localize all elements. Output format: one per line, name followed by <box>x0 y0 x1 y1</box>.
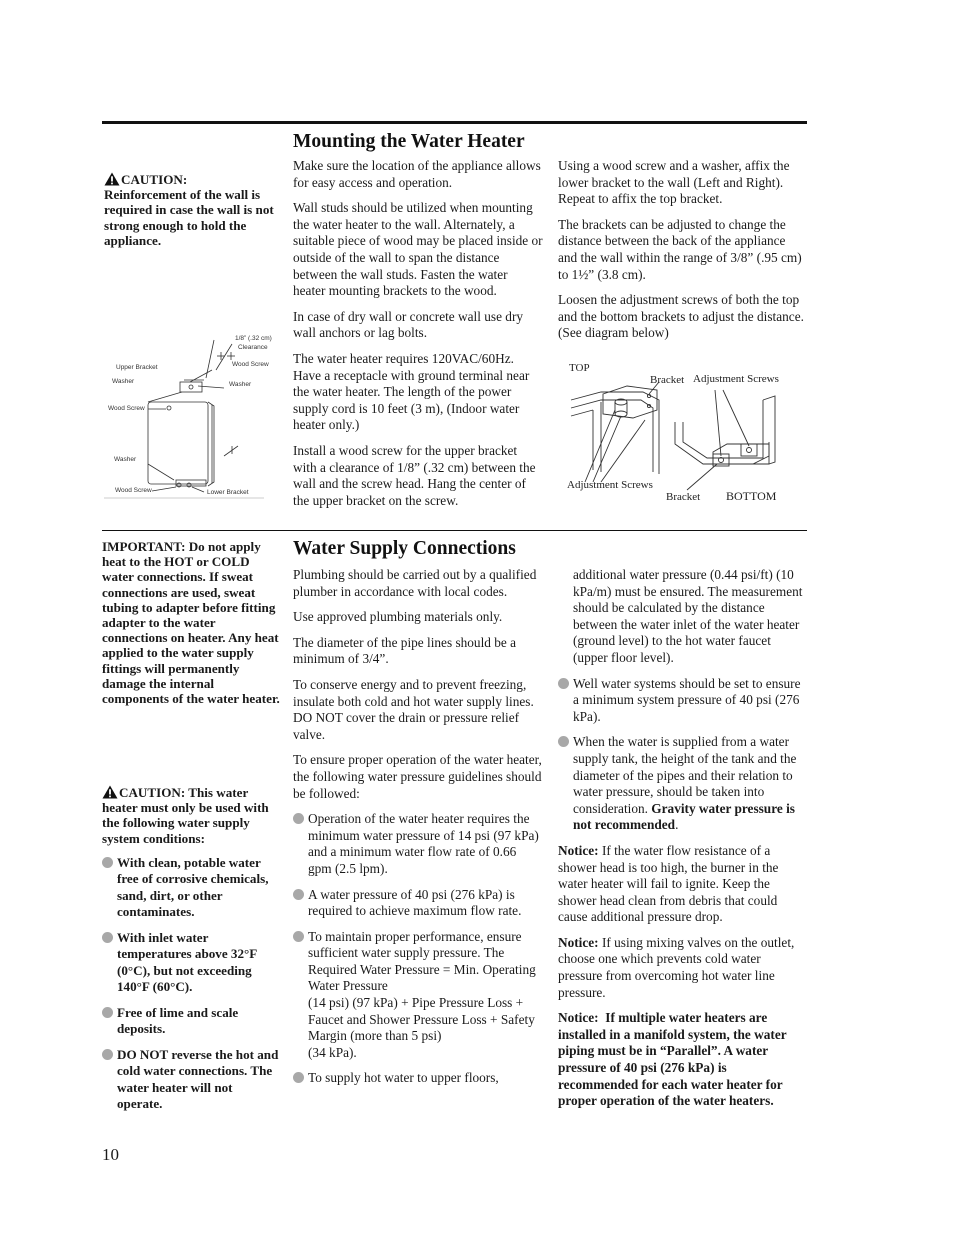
bullet-icon <box>558 736 569 747</box>
formula-text: (14 psi) (97 kPa) + Pipe Pressure Loss + Faucet and Shower Pressure Loss + Safety Margin (more than 5 psi) <box>308 995 535 1044</box>
list-item <box>293 929 543 1062</box>
bottom-label: BOTTOM <box>726 489 777 503</box>
paragraph: Loosen the adjustment screws of both the top and the bottom brackets to adjust the distance. (See diagram below) <box>558 292 804 341</box>
paragraph: additional water pressure (0.44 psi/ft) (10 kPa/m) must be ensured. The measurement should be calculated by the distance between the water inlet of the water heater (ground level) to the hot water faucet (upper floor level). <box>573 567 803 665</box>
bracket-diagram <box>563 360 803 506</box>
mounting-diagram <box>104 330 279 502</box>
bracket-label: Bracket <box>650 374 685 386</box>
caution-text: This water heater must only be used with the following water supply system conditions: <box>102 785 269 846</box>
bullet-icon <box>102 1049 113 1060</box>
list-item <box>293 887 543 920</box>
list-item-text: Free of lime and scale deposits. <box>117 1004 239 1037</box>
paragraph: To conserve energy and to prevent freezing, insulate both cold and hot water supply lines. DO NOT cover the drain or pressure relief valve. <box>293 676 534 742</box>
notice-label: Notice: <box>558 1010 599 1026</box>
notice-paragraph <box>558 1010 806 1110</box>
paragraph: Make sure the location of the appliance allows for easy access and operation. <box>293 158 541 190</box>
warning-icon <box>104 172 120 186</box>
list-item <box>293 811 543 877</box>
notice-label: Notice: <box>558 842 599 858</box>
washer-label: Washer <box>229 381 252 388</box>
mounting-title: Mounting the Water Heater <box>293 131 525 152</box>
list-item <box>102 930 280 996</box>
washer-label: Washer <box>112 378 135 385</box>
paragraph: Wall studs should be utilized when mounting the water heater to the wall. Alternately, a suitable piece of wood may be placed inside or outside of the wall to span the distance between the wall studs. Fasten the water heater mounting brackets to the wood. <box>293 200 543 299</box>
paragraph: The brackets can be adjusted to change the distance between the back of the appliance and the wall within the range of 3/8” (.95 cm) to 1½” (3.8 cm). <box>558 216 802 282</box>
bullet-icon <box>293 931 304 942</box>
bullet-icon <box>102 932 113 943</box>
list-item-text: To maintain proper performance, ensure sufficient water supply pressure. The Required Water Pressure = Min. Operating Water Pressure <box>308 928 536 994</box>
notice-paragraph <box>558 843 806 926</box>
list-item <box>102 855 280 921</box>
paragraph: The water heater requires 120VAC/60Hz. Have a receptacle with ground terminal near the water heater. The length of the power supply cord is 10 feet (3 m), (Indoor water heater only.) <box>293 350 530 433</box>
water-caution <box>102 785 280 1122</box>
paragraph: In case of dry wall or concrete wall use dry wall anchors or lag bolts. <box>293 308 524 341</box>
list-item-text: Well water systems should be set to ensure a minimum system pressure of 40 psi (276 kPa). <box>573 675 801 724</box>
list-item <box>102 1005 280 1038</box>
bullet-icon <box>293 889 304 900</box>
washer-label: Washer <box>114 456 137 463</box>
list-item-text: Operation of the water heater requires the minimum water pressure of 14 psi (97 kPa) and a minimum water flow rate of 0.66 gpm (2.5 lpm). <box>308 811 539 876</box>
formula-end: (34 kPa). <box>308 1044 357 1060</box>
paragraph: The diameter of the pipe lines should be a minimum of 3/4”. <box>293 634 517 667</box>
list-item-text: DO NOT reverse the hot and cold water connections. The water heater will not operate. <box>117 1046 279 1112</box>
adjustment-screws-label: Adjustment Screws <box>693 373 779 385</box>
bullet-icon <box>102 1007 113 1018</box>
wood-screw-label: Wood Screw <box>232 361 269 368</box>
bracket-label: Bracket <box>666 491 701 503</box>
mounting-column-2 <box>558 158 806 351</box>
list-item <box>558 676 806 726</box>
important-note <box>102 539 280 715</box>
list-item <box>293 1070 543 1087</box>
bullet-icon <box>293 1072 304 1083</box>
list-item: When the water is supplied from a water supply tank, the height of the tank and the diameter of the pipes and their relation to water pressure, should be taken into consideration. Gravity water pressure is not recommended. <box>558 734 806 834</box>
lower-bracket-label: Lower Bracket <box>207 489 249 496</box>
caution-paragraph <box>102 785 280 846</box>
wood-screw-label: Wood Screw <box>108 405 145 412</box>
list-item-text: When the water is supplied from a water supply tank, the height of the tank and the diameter of the pipes and their relation to water pressure, should be taken into consideration. <box>573 734 797 816</box>
wood-screw-label: Wood Screw <box>115 487 152 494</box>
list-item-text: A water pressure of 40 psi (276 kPa) is required to achieve maximum flow rate. <box>308 886 522 919</box>
bullet-icon <box>102 857 113 868</box>
list-item <box>102 1047 280 1113</box>
gravity-warning: Gravity water pressure is not recommended <box>573 800 795 833</box>
paragraph: To ensure proper operation of the water heater, the following water pressure guidelines should be followed: <box>293 752 542 801</box>
list-item-text: With inlet water temperatures above 32°F (0°C), but not exceeding 140°F (60°C). <box>117 929 257 995</box>
notice-paragraph <box>558 935 806 1001</box>
paragraph: Using a wood screw and a washer, affix the lower bracket to the wall (Left and Right). Repeat to affix the top bracket. <box>558 158 790 207</box>
notice-text: If the water flow resistance of a shower head is too high, the burner in the water heater will fail to ignite. Keep the shower head clean from debris that could cause additional pressure drop. <box>558 842 779 925</box>
list-item-text: With clean, potable water free of corrosive chemicals, sand, dirt, or other contaminates. <box>117 854 269 920</box>
bullet-icon <box>293 813 304 824</box>
paragraph: Use approved plumbing materials only. <box>293 609 503 625</box>
caution-label: CAUTION: <box>121 172 188 187</box>
notice-text: If using mixing valves on the outlet, choose one which prevents cold water pressure from overcoming hot water line pressure. <box>558 934 795 1000</box>
list-item-text: To supply hot water to upper floors, <box>308 1070 499 1086</box>
section-divider <box>102 530 807 531</box>
clearance-label: Clearance <box>238 344 268 351</box>
important-text: IMPORTANT: Do not apply heat to the HOT or COLD water connections. If sweat connections are used, sweat tubing to adapter before fitting adapter to the water connections on heater. Any heat applied to the water supply fittings will permanently damage the internal components of the water heater. <box>102 539 280 707</box>
water-heater-illustration <box>104 330 279 502</box>
caution-text: Reinforcement of the wall is required in case the wall is not strong enough to hold the appliance. <box>104 187 274 248</box>
paragraph: Install a wood screw for the upper bracket with a clearance of 1/8” (.32 cm) between the wall and the screw head. Hang the center of the upper bracket on the screw. <box>293 442 536 508</box>
water-column-2 <box>558 567 806 1119</box>
water-column-1 <box>293 567 543 1096</box>
caution-label: CAUTION: <box>119 785 186 800</box>
notice-label: Notice: <box>558 934 599 950</box>
page-number: 10 <box>102 1145 119 1164</box>
water-supply-title: Water Supply Connections <box>293 538 516 559</box>
paragraph: Plumbing should be carried out by a qualified plumber in accordance with local codes. <box>293 567 537 599</box>
top-label: TOP <box>569 362 590 374</box>
bullet-icon <box>558 678 569 689</box>
notice-text: If multiple water heaters are installed in a manifold system, the water piping must be in “Parallel”. A water pressure of 40 psi (276 kPa) is recommended for each water heater for proper operation of the water heaters. <box>558 1010 787 1109</box>
clearance-label: 1/8” (.32 cm) <box>235 335 272 342</box>
adjustment-screws-label: Adjustment Screws <box>567 479 653 491</box>
mounting-column-1 <box>293 158 543 518</box>
mounting-caution <box>104 172 282 248</box>
upper-bracket-label: Upper Bracket <box>116 364 158 371</box>
warning-icon <box>102 785 118 799</box>
top-rule <box>102 121 807 124</box>
